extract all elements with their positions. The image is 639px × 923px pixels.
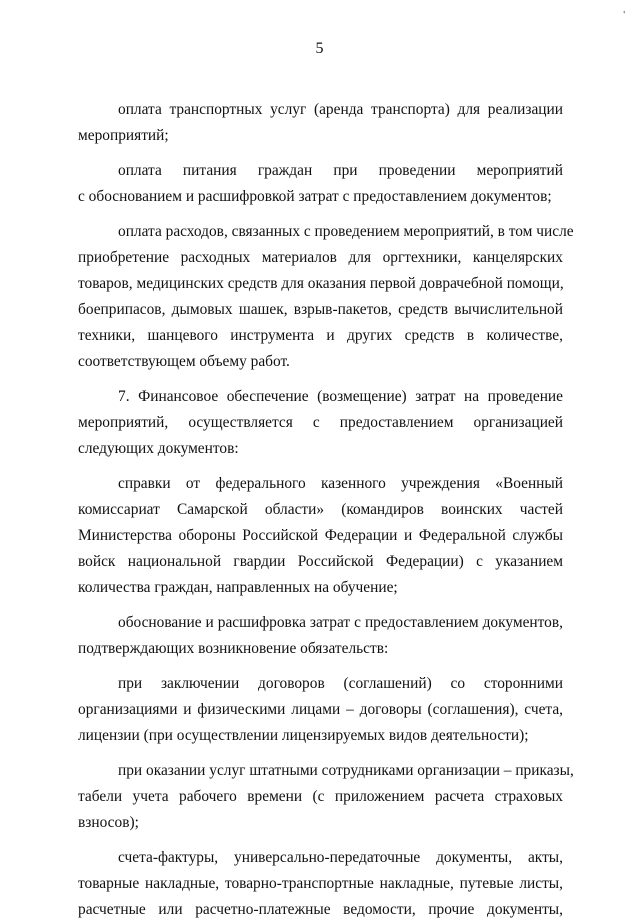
text-line: расчетные или расчетно-платежные ведомости, прочие документы, — [78, 901, 563, 918]
text-line: товарные накладные, товарно-транспортные накладные, путевые листы, — [78, 875, 563, 892]
page-number: 5 — [315, 40, 324, 57]
text-line: справки от федерального казенного учреждения «Военный — [118, 475, 563, 492]
text-line: оплата транспортных услуг (аренда транспорта) для реализации — [118, 101, 563, 118]
text-line: при заключении договоров (соглашений) со сторонними — [118, 675, 563, 692]
text-line: товаров, медицинских средств для оказания первой доврачебной помощи, — [78, 275, 564, 292]
paragraph — [78, 384, 563, 462]
paragraph — [78, 158, 563, 210]
text-line: обоснование и расшифровка затрат с предоставлением документов, — [118, 614, 563, 631]
text-line: счета-фактуры, универсально-передаточные документы, акты, — [118, 849, 563, 866]
text-line: 7. Финансовое обеспечение (возмещение) затрат на проведение — [118, 388, 563, 405]
text-line: оплата расходов, связанных с проведением мероприятий, в том числе — [118, 223, 574, 240]
paragraph — [78, 671, 563, 749]
text-line: с обоснованием и расшифровкой затрат с предоставлением документов; — [78, 188, 552, 205]
text-line: мероприятий, осуществляется с предоставлением организацией — [78, 414, 563, 431]
text-line: при оказании услуг штатными сотрудниками организации – приказы, — [118, 762, 574, 779]
text-line: комиссариат Самарской области» (командиров воинских частей — [78, 501, 563, 518]
text-line: табели учета рабочего времени (с приложением расчета страховых — [78, 788, 563, 805]
paragraph — [78, 219, 574, 375]
text-line: приобретение расходных материалов для оргтехники, канцелярских — [78, 249, 563, 266]
paragraph — [78, 471, 563, 601]
text-line: боеприпасов, дымовых шашек, взрыв-пакетов, средств вычислительной — [78, 301, 563, 318]
text-line: количества граждан, направленных на обучение; — [78, 579, 398, 596]
text-line: техники, шанцевого инструмента и других средств в количестве, — [78, 327, 563, 344]
text-line: следующих документов: — [78, 440, 239, 457]
text-line: лицензии (при осуществлении лицензируемых видов деятельности); — [78, 727, 529, 744]
text-line: войск национальной гвардии Российской Федерации) с указанием — [78, 553, 563, 570]
paragraph — [78, 97, 563, 149]
text-line: мероприятий; — [78, 127, 169, 144]
text-line: подтверждающих возникновение обязательств: — [78, 640, 389, 657]
corner-mark: ' — [623, 10, 625, 21]
text-line: Министерства обороны Российской Федерации и Федеральной службы — [78, 527, 563, 544]
text-line: оплата питания граждан при проведении мероприятий — [118, 162, 563, 179]
paragraph — [78, 758, 574, 836]
text-line: соответствующем объему работ. — [78, 353, 290, 370]
text-line: взносов); — [78, 814, 139, 831]
paragraph — [78, 610, 563, 662]
document-body — [78, 97, 574, 923]
paragraph — [78, 845, 563, 923]
text-line: организациями и физическими лицами – договоры (соглашения), счета, — [78, 701, 563, 718]
